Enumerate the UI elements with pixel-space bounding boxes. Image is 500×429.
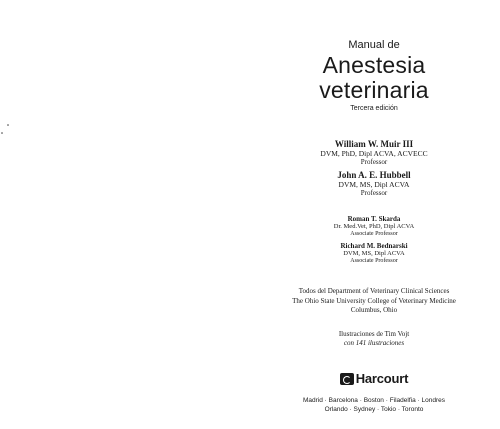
illustration-count: con 141 ilustraciones (343, 339, 405, 347)
affiliation (264, 287, 484, 316)
author-block (264, 215, 484, 238)
book-title-line-1: Anestesia (322, 52, 426, 78)
author-name: William W. Muir III (334, 139, 414, 149)
author-credentials: DVM, MS, Dipl ACVA (343, 250, 405, 257)
affiliation-line: Columbus, Ohio (350, 306, 398, 314)
author-role: Professor (360, 189, 388, 197)
author-role: Associate Professor (350, 231, 398, 237)
illustration-credit (264, 330, 484, 348)
harcourt-logo-icon (340, 373, 354, 385)
cities-line: Orlando · Sydney · Tokio · Toronto (324, 406, 424, 413)
author-role: Associate Professor (350, 258, 398, 264)
book-edition: Tercera edición (350, 105, 398, 112)
scan-speck (1, 132, 3, 134)
scan-speck (7, 124, 9, 126)
author-credentials: DVM, PhD, Dipl ACVA, ACVECC (320, 149, 428, 158)
author-credentials: DVM, MS, Dipl ACVA (338, 180, 410, 189)
author-credentials: Dr. Med.Vet, PhD, Dipl ACVA (333, 223, 415, 230)
affiliation-line: Todos del Department of Veterinary Clinical Sciences (298, 287, 450, 295)
author-block (264, 139, 484, 167)
illustrator-line: Ilustraciones de Tim Vojt (338, 330, 410, 338)
author-name: Richard M. Bednarski (340, 242, 408, 250)
author-role: Professor (360, 158, 388, 166)
affiliation-line: The Ohio State University College of Veterinary Medicine (292, 296, 456, 305)
author-block (264, 242, 484, 265)
author-name: John A. E. Hubbell (337, 170, 411, 180)
publisher-cities (264, 396, 484, 414)
publisher-logo (264, 372, 484, 386)
publisher-name: Harcourt (355, 371, 409, 386)
author-block (264, 170, 484, 198)
book-title-line-2: veterinaria (319, 77, 429, 103)
author-name: Roman T. Skarda (347, 215, 401, 223)
cities-line: Madrid · Barcelona · Boston · Filadelfia · Londres (303, 397, 445, 404)
book-kicker: Manual de (348, 39, 400, 51)
